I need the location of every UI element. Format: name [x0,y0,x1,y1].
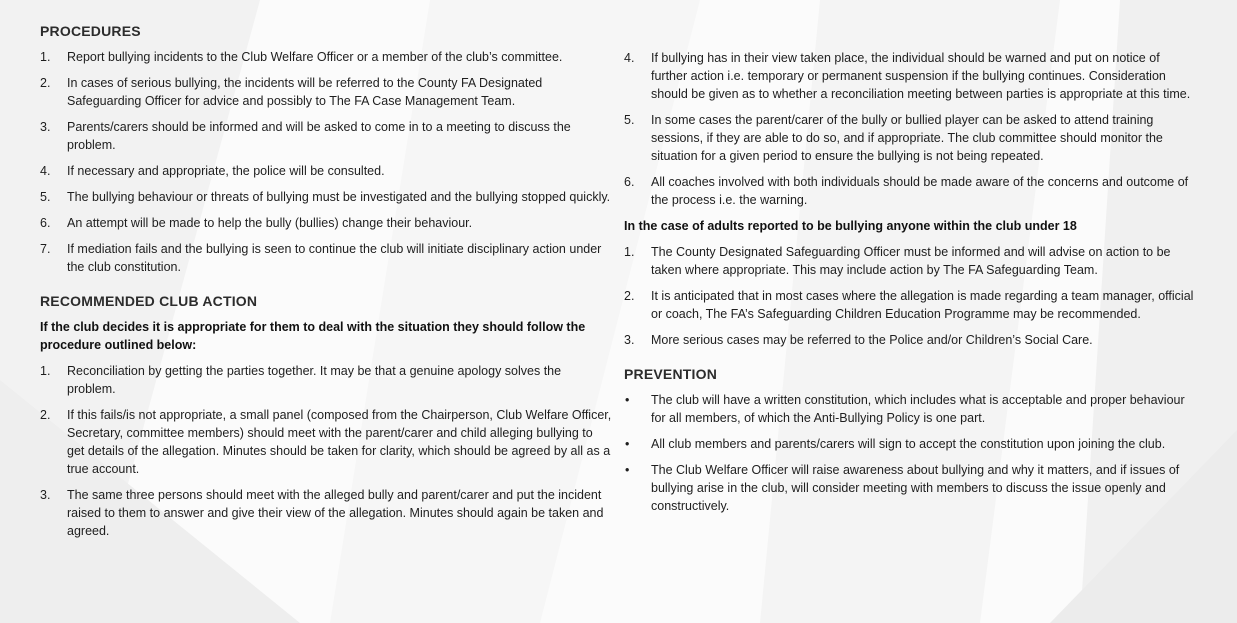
list-item [624,391,1199,427]
item-text: In cases of serious bullying, the incidents will be referred to the County FA Designated Safeguarding Officer for advice and possibly to The FA Case Management Team. [67,76,543,108]
item-text: All coaches involved with both individuals should be made aware of the concerns and outcome of the process i.e. the warning. [651,175,1189,207]
item-text: It is anticipated that in most cases where the allegation is made regarding a team manager, official or coach, The FA’s Safeguarding Children Education Programme may be recommended. [651,289,1194,321]
list-item [40,48,612,66]
list-item [624,435,1199,453]
item-number: 2. [40,408,51,422]
item-number: 1. [40,364,51,378]
list-item [40,240,612,276]
item-number: 4. [40,164,51,178]
item-text: An attempt will be made to help the bully (bullies) change their behaviour. [67,216,473,230]
prevention-heading: PREVENTION [624,366,718,382]
bullet-icon: • [625,463,630,477]
adults-bullying-list [624,243,1199,349]
item-text: If bullying has in their view taken place, the individual should be warned and put on notice of further action i.e. temporary or permanent suspension if the bullying continues. Consideration should be given as to whether a reconciliation meeting between parties is appropriate at this time. [651,51,1191,101]
item-number: 3. [40,488,51,502]
recommended-action-subheading: If the club decides it is appropriate for them to deal with the situation they should follow the procedure outlined below: [40,320,586,352]
list-item [40,188,612,206]
item-number: 7. [40,242,51,256]
left-column [40,22,612,548]
bullet-icon: • [625,437,630,451]
item-text: The bullying behaviour or threats of bullying must be investigated and the bullying stopped quickly. [67,190,611,204]
list-item [624,331,1199,349]
item-text: If necessary and appropriate, the police will be consulted. [67,164,385,178]
item-number: 1. [624,245,635,259]
recommended-action-list [40,362,612,540]
item-number: 6. [624,175,635,189]
list-item [40,362,612,398]
list-item [40,162,612,180]
adults-bullying-subheading: In the case of adults reported to be bullying anyone within the club under 18 [624,219,1077,233]
list-item [624,287,1199,323]
item-number: 2. [40,76,51,90]
item-text: More serious cases may be referred to the Police and/or Children’s Social Care. [651,333,1093,347]
recommended-action-heading: RECOMMENDED CLUB ACTION [40,293,258,309]
item-number: 4. [624,51,635,65]
list-item [40,214,612,232]
item-text: All club members and parents/carers will sign to accept the constitution upon joining the club. [651,437,1166,451]
item-number: 2. [624,289,635,303]
list-item [624,243,1199,279]
item-number: 5. [624,113,635,127]
list-item [40,74,612,110]
list-item [40,406,612,478]
item-number: 6. [40,216,51,230]
list-item [40,486,612,540]
item-text: In some cases the parent/carer of the bully or bullied player can be asked to attend training sessions, if they are able to do so, and if appropriate. The club committee should monitor the situation for a given period to ensure the bullying is not being repeated. [651,113,1163,163]
item-text: If this fails/is not appropriate, a small panel (composed from the Chairperson, Club Welfare Officer, Secretary, committee members) should meet with the parent/carer and child alleging bullying to get details of the allegation. Minutes should be taken for clarity, which should be agreed by all as a true account. [67,408,612,476]
list-item [624,461,1199,515]
item-text: The Club Welfare Officer will raise awareness about bullying and why it matters, and if issues of bullying arise in the club, will consider meeting with members to discuss the issue openly and constructively. [651,463,1180,513]
bullet-icon: • [625,393,630,407]
item-text: The same three persons should meet with the alleged bully and parent/carer and put the incident raised to them to answer and give their view of the allegation. Minutes should again be taken and agreed. [67,488,604,538]
prevention-list [624,391,1199,515]
procedures-list [40,48,612,276]
item-text: Parents/carers should be informed and will be asked to come in to a meeting to discuss the problem. [67,120,571,152]
list-item [624,111,1199,165]
procedures-heading: PROCEDURES [40,23,141,39]
item-number: 5. [40,190,51,204]
item-text: The club will have a written constitution, which includes what is acceptable and proper behaviour for all members, of which the Anti-Bullying Policy is one part. [651,393,1185,425]
list-item [40,118,612,154]
list-item [624,49,1199,103]
right-column [624,49,1199,523]
item-text: If mediation fails and the bullying is seen to continue the club will initiate disciplinary action under the club constitution. [67,242,602,274]
recommended-action-list-continued [624,49,1199,209]
list-item [624,173,1199,209]
item-text: Report bullying incidents to the Club Welfare Officer or a member of the club’s committee. [67,50,563,64]
item-text: The County Designated Safeguarding Officer must be informed and will advise on action to be taken where appropriate. This may include action by The FA Safeguarding Team. [651,245,1171,277]
item-number: 3. [624,333,635,347]
item-number: 3. [40,120,51,134]
item-text: Reconciliation by getting the parties together. It may be that a genuine apology solves the problem. [67,364,562,396]
item-number: 1. [40,50,51,64]
